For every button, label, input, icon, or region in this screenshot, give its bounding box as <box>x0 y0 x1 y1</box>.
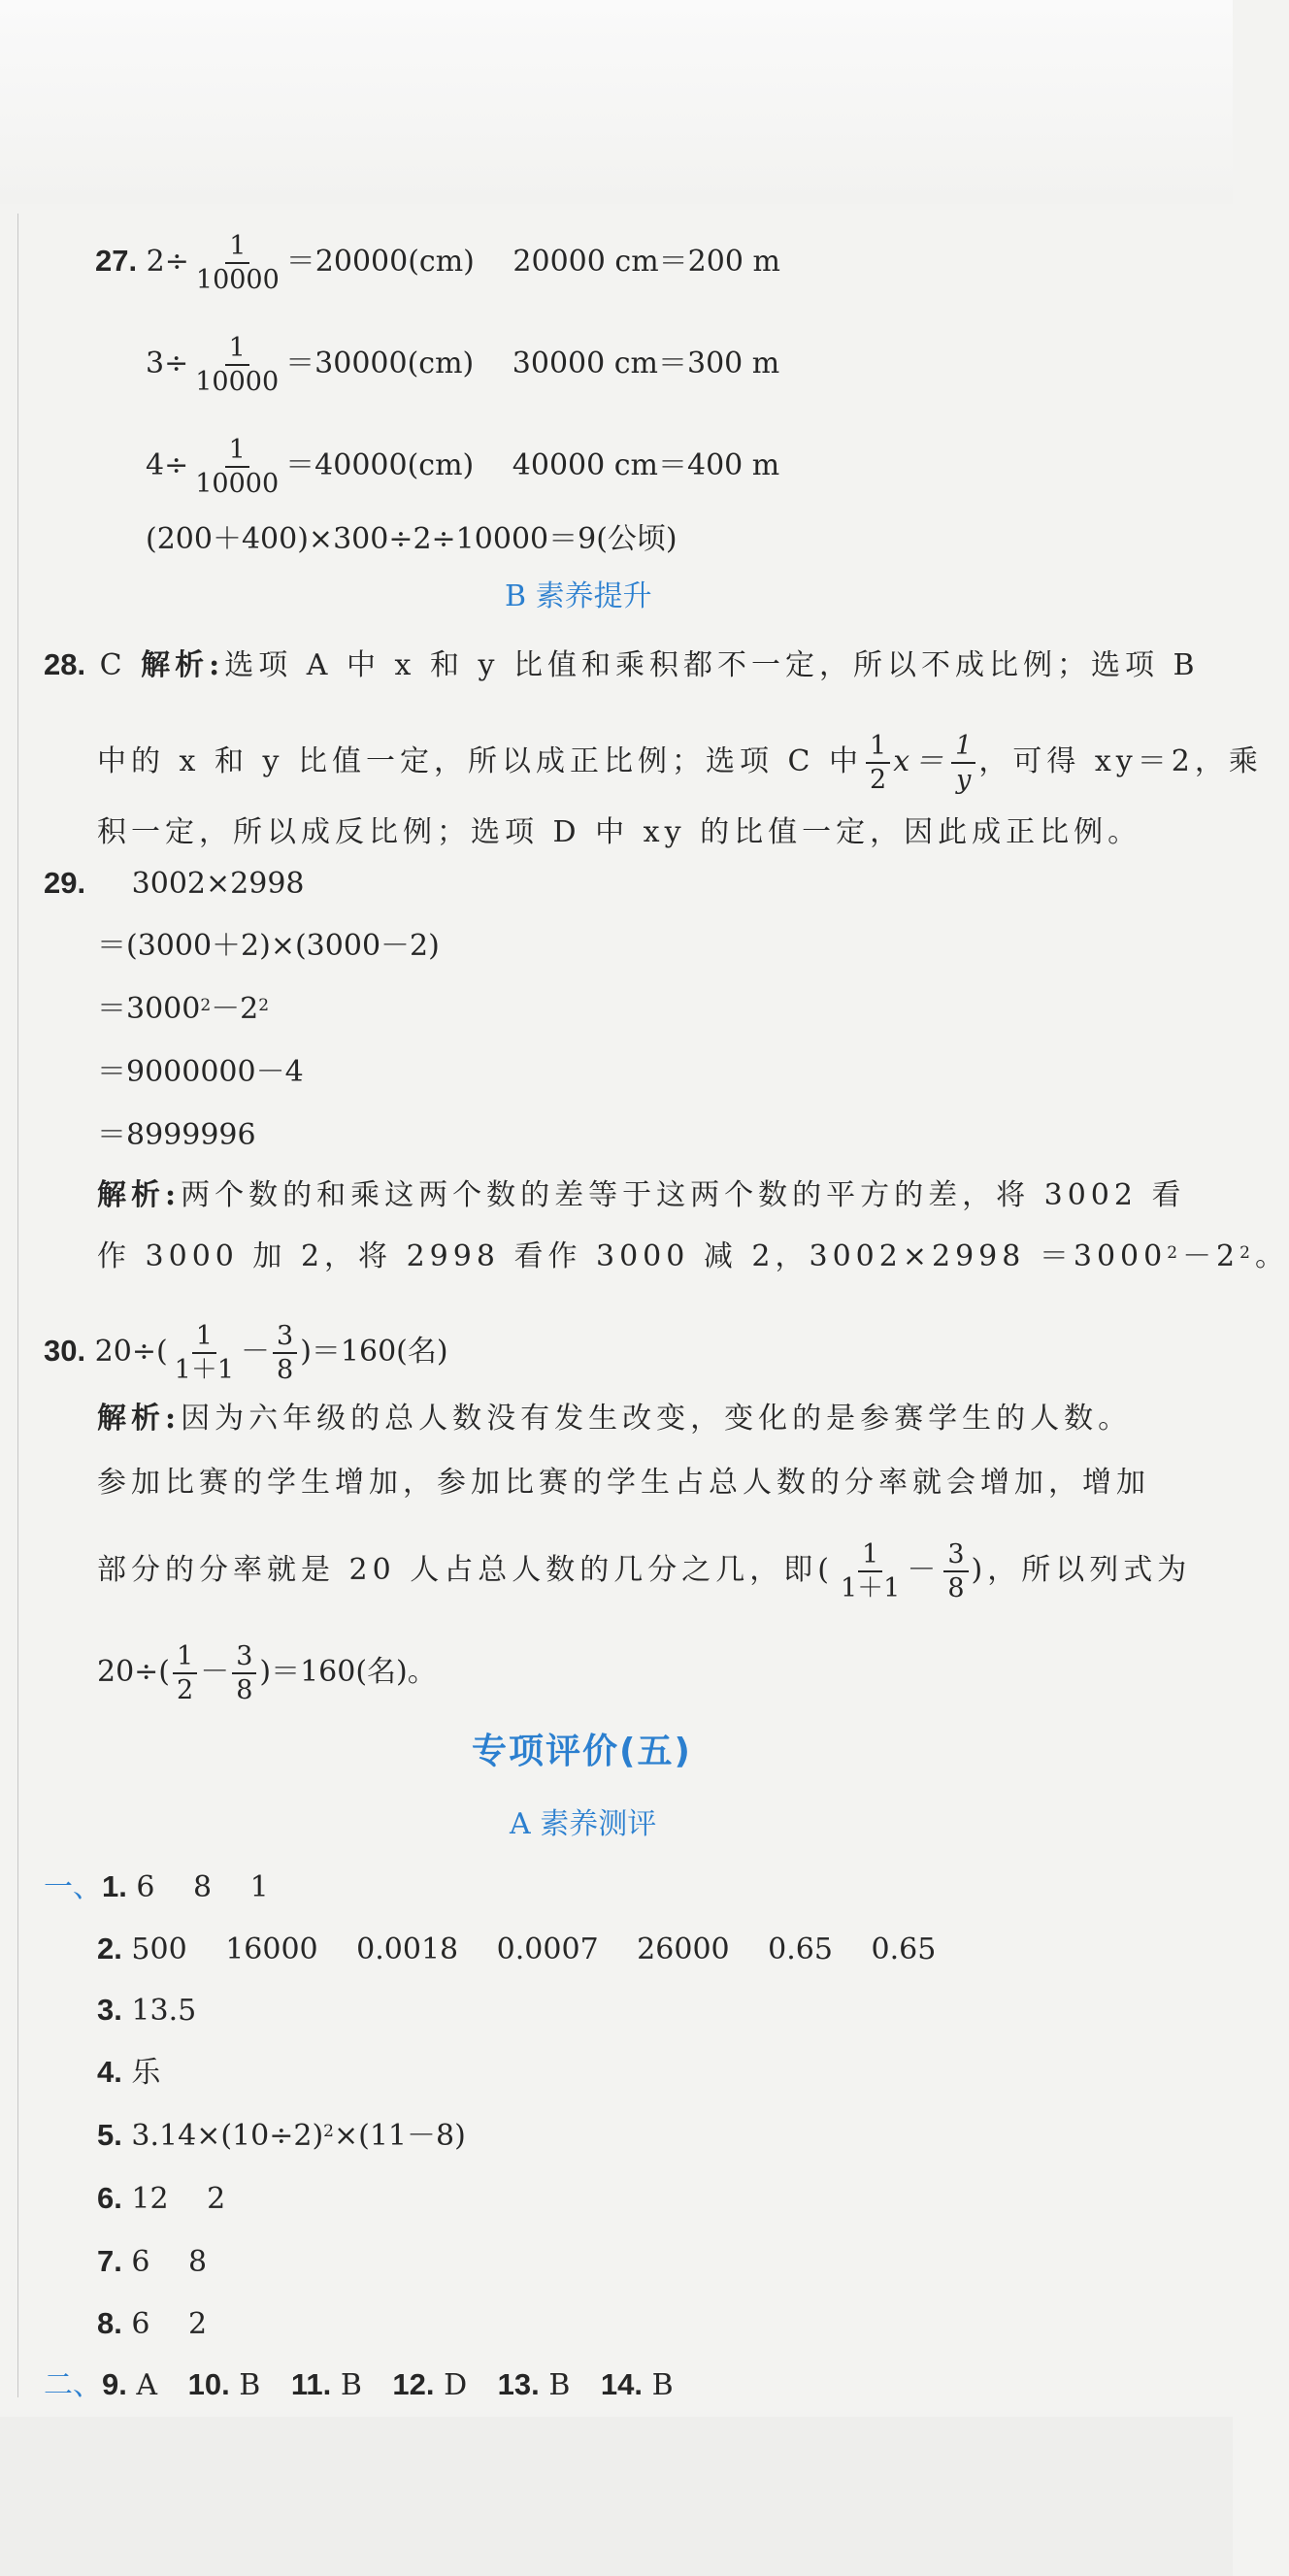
q29-step-4: ＝9000000－4 <box>97 1055 304 1089</box>
part1-prefix: 一、 <box>44 1870 102 1904</box>
part1-item-5: 5. $3.14\times(10\div 2)^2\times(11-8)$ <box>97 2118 466 2153</box>
q28-line-2: 中的 x 和 y 比值一定，所以成正比例；选项 C 中 $\frac{1}{2}$ x＝ $\frac{1}{y}$ ，可得 xy＝2，乘 <box>97 731 1263 795</box>
q28-number: 28. <box>44 647 86 681</box>
fraction: $\frac{1}{10000}$ <box>195 435 280 499</box>
q30-equation: 30. 20÷( $\frac{1}{1+1}$ － $\frac{3}{8}$ )＝160(名) <box>44 1321 448 1385</box>
fraction: $\frac{1}{10000}$ <box>195 231 280 295</box>
top-margin <box>0 0 1233 204</box>
q28-line-1: 28. C 解析:选项 A 中 x 和 y 比值和乘积都不一定，所以不成比例；选项 B <box>44 647 1200 682</box>
part1-item-7: 7. 6 8 <box>97 2244 208 2279</box>
q27-line-1: 27. 2÷ $\frac{1}{10000}$ ＝20000(cm) 20000 cm＝200 m <box>95 231 780 295</box>
q29-number: 29. <box>44 866 86 900</box>
fraction: $\frac{1}{1+1}$ <box>840 1539 901 1603</box>
q30-analysis-3: 部分的分率就是 20 人占总人数的几分之几，即( $\frac{1}{1+1}$ － $\frac{3}{8}$ )，所以列式为 <box>97 1539 1192 1603</box>
analysis-label: 解析: <box>141 648 225 682</box>
q29-line-1: 29. 3002×2998 <box>44 866 305 901</box>
part1-item-2: 2. 500 16000 0.0018 0.0007 26000 0.65 0.65 <box>97 1932 937 1966</box>
section-a-heading: A 素养测评 <box>510 1807 657 1841</box>
analysis-label: 解析: <box>97 1178 182 1212</box>
fraction: $\frac{3}{8}$ <box>273 1320 297 1386</box>
q30-analysis-2: 参加比赛的学生增加，参加比赛的学生占总人数的分率就会增加，增加 <box>97 1466 1150 1500</box>
fraction: $\frac{3}{8}$ <box>943 1538 968 1604</box>
left-rule <box>17 214 18 2397</box>
q29-step-3: $=3000^2-2^2$ <box>97 992 270 1026</box>
part1-item-6: 6. 12 2 <box>97 2181 226 2216</box>
fraction: $\frac{1}{1+1}$ <box>174 1321 235 1385</box>
part2-prefix: 二、 <box>44 2368 102 2402</box>
q28-line-3: 积一定，所以成反比例；选项 D 中 xy 的比值一定，因此成正比例。 <box>97 815 1142 849</box>
fraction: $\frac{1}{2}$ <box>866 730 890 796</box>
fraction: $\frac{1}{y}$ <box>951 730 975 796</box>
part2-answers: 二、9. A 10. B 11. B 12. D 13. B 14. B <box>44 2367 674 2402</box>
fraction: $\frac{1}{2}$ <box>173 1640 197 1706</box>
fraction: $\frac{1}{10000}$ <box>195 333 280 397</box>
section-b-heading: B 素养提升 <box>505 579 652 613</box>
q27-line-3: 4÷ $\frac{1}{10000}$ ＝40000(cm) 40000 cm＝400 m <box>146 435 780 499</box>
q29-analysis-2: 作 3000 加 2，将 2998 看作 3000 减 2，$3002\times 2998 =3000^2-2^2$。 <box>97 1239 1289 1273</box>
part1-item-3: 3. 13.5 <box>97 1993 197 2028</box>
q27-total: (200＋400)×300÷2÷10000＝9(公顷) <box>146 522 678 556</box>
q29-analysis-1: 解析:两个数的和乘这两个数的差等于这两个数的平方的差，将 3002 看 <box>97 1178 1186 1212</box>
part1-item-8: 8. 6 2 <box>97 2306 208 2341</box>
q27-line-2: 3÷ $\frac{1}{10000}$ ＝30000(cm) 30000 cm＝300 m <box>146 333 780 397</box>
q29-step-5: ＝8999996 <box>97 1118 256 1152</box>
part1-item-4: 4. 乐 <box>97 2055 161 2090</box>
part1-item-1: 一、1. 6 8 1 <box>44 1869 269 1904</box>
q30-analysis-4: 20÷( $\frac{1}{2}$ － $\frac{3}{8}$ )＝160(名)。 <box>97 1641 437 1705</box>
fraction: $\frac{3}{8}$ <box>232 1640 256 1706</box>
q30-number: 30. <box>44 1334 86 1368</box>
bottom-margin <box>0 2417 1233 2576</box>
q27-number: 27. <box>95 244 138 278</box>
analysis-label: 解析: <box>97 1402 182 1436</box>
page-title: 专项评价(五) <box>472 1732 692 1771</box>
q29-step-2: ＝(3000＋2)×(3000－2) <box>97 929 440 963</box>
q30-analysis-1: 解析:因为六年级的总人数没有发生改变，变化的是参赛学生的人数。 <box>97 1402 1133 1436</box>
